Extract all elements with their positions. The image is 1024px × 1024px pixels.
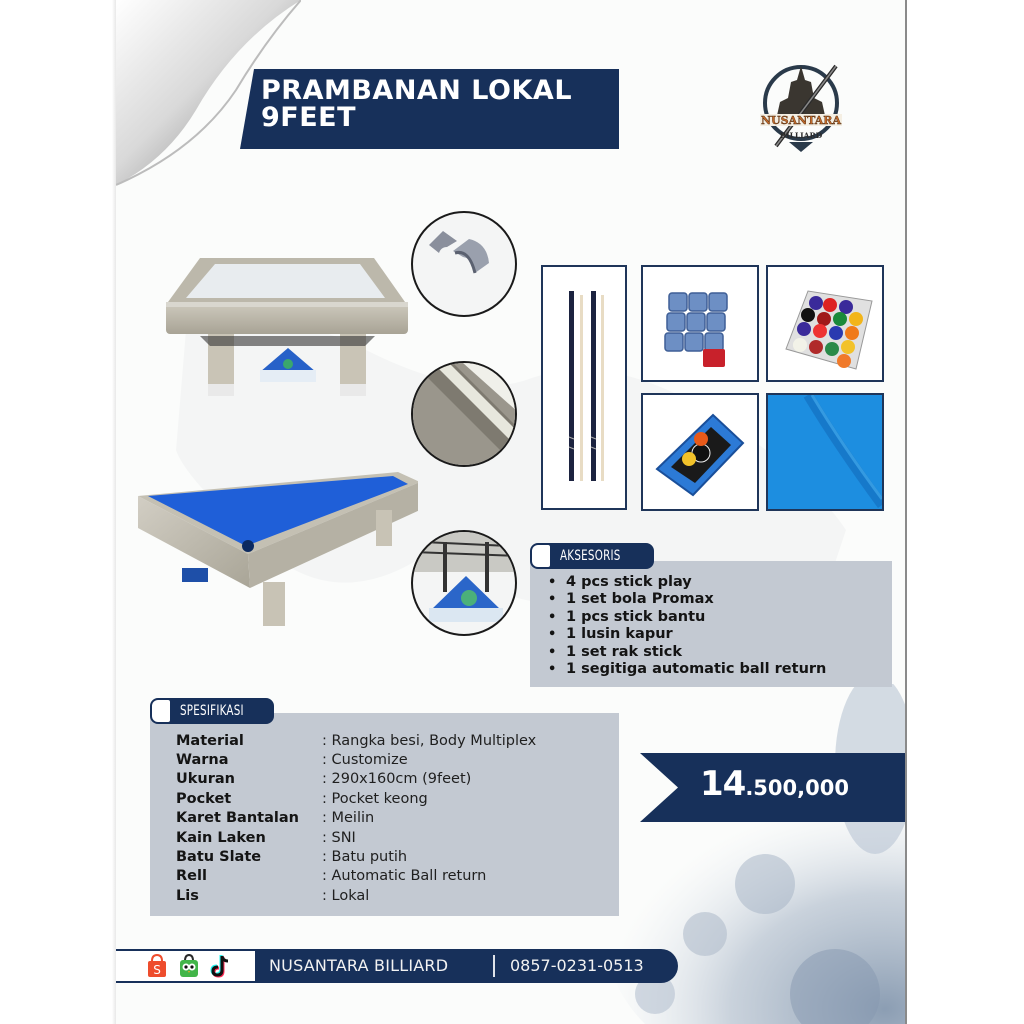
accessory-item: • 1 segitiga automatic ball return (548, 661, 826, 678)
spec-key: Rell (176, 868, 207, 885)
spec-value: : SNI (322, 830, 356, 846)
spec-key: Kain Laken (176, 829, 266, 846)
svg-text:BILLIARD: BILLIARD (779, 131, 823, 140)
spec-key: Karet Bantalan (176, 810, 299, 827)
accessories-tab (530, 543, 654, 569)
price (700, 764, 849, 804)
spec-value: : Automatic Ball return (322, 868, 486, 884)
accessories-label: AKSESORIS (560, 548, 621, 564)
specs-label: SPESIFIKASI (180, 703, 244, 719)
spec-key: Material (176, 732, 244, 749)
footer-brand: NUSANTARA BILLIARD (269, 956, 449, 975)
spec-key: Pocket (176, 790, 232, 807)
triangle-rack-image (641, 393, 759, 511)
spec-key: Batu Slate (176, 849, 262, 866)
spec-row (176, 750, 536, 769)
tokopedia-icon[interactable] (178, 953, 200, 979)
specs-table (176, 731, 536, 906)
accessories-list (548, 574, 826, 678)
spec-row (176, 789, 536, 808)
spec-row (176, 809, 536, 828)
rail-wood-detail-circle (411, 361, 517, 467)
nusantara-billiard-logo (756, 58, 846, 158)
svg-text:S: S (153, 963, 161, 977)
spec-value: : Customize (322, 752, 408, 768)
billiard-table-blue-cloth-image (138, 470, 418, 630)
svg-text:NUSANTARA: NUSANTARA (761, 114, 841, 127)
accessory-item: • 1 set rak stick (548, 644, 826, 661)
accessory-item: • 1 set bola Promax (548, 591, 826, 608)
spec-row (176, 770, 536, 789)
spec-value: : Rangka besi, Body Multiplex (322, 733, 536, 749)
spec-row (176, 731, 536, 750)
footer-divider (493, 955, 495, 977)
cue-sticks-image (541, 265, 627, 510)
tab-accent (532, 545, 550, 567)
spec-row (176, 847, 536, 866)
price-main: 14 (700, 764, 746, 804)
ball-return-detail-circle (411, 530, 517, 636)
title-line-2: 9FEET (261, 102, 357, 133)
accessory-item: • 1 lusin kapur (548, 626, 826, 643)
footer-contact-bar (255, 949, 678, 983)
specs-tab (150, 698, 274, 724)
tab-accent (152, 700, 170, 722)
spec-key: Ukuran (176, 771, 235, 788)
ball-set-image (766, 265, 884, 382)
spec-row (176, 886, 536, 905)
tiktok-icon[interactable] (210, 953, 232, 979)
spec-key: Lis (176, 887, 199, 904)
spec-value: : Lokal (322, 888, 369, 904)
accessory-item: • 1 pcs stick bantu (548, 609, 826, 626)
title-line-1: PRAMBANAN LOKAL (261, 75, 573, 106)
footer-phone[interactable]: 0857-0231-0513 (510, 956, 644, 975)
spec-value: : Batu putih (322, 849, 407, 865)
billiard-table-white-top-image (160, 252, 412, 402)
accessory-item: • 4 pcs stick play (548, 574, 826, 591)
spec-value: : 290x160cm (9feet) (322, 771, 471, 787)
pocket-detail-circle (411, 211, 517, 317)
price-rest: .500,000 (745, 776, 849, 800)
flyer-page (116, 0, 907, 1024)
spec-row (176, 828, 536, 847)
spec-value: : Pocket keong (322, 791, 428, 807)
cloth-sample-image (766, 393, 884, 511)
page-title (261, 77, 631, 131)
chalk-image (641, 265, 759, 382)
shopee-icon[interactable] (146, 953, 168, 979)
spec-key: Warna (176, 752, 229, 769)
spec-row (176, 867, 536, 886)
spec-value: : Meilin (322, 810, 374, 826)
